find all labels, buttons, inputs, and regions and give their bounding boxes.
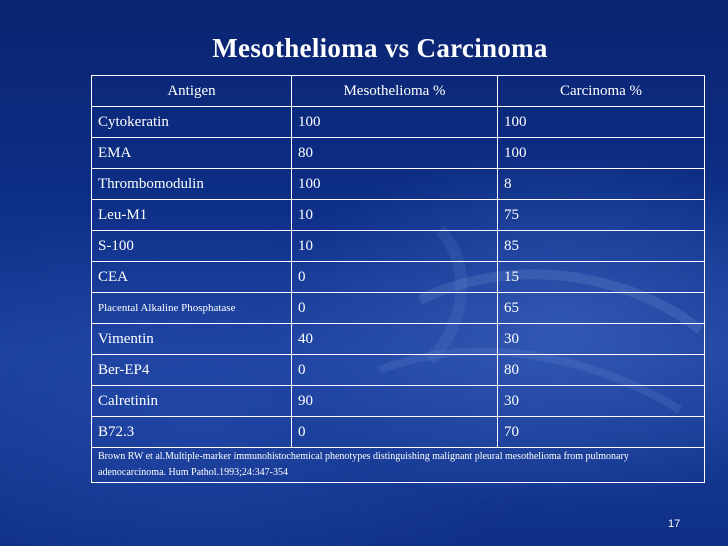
mesothelioma-cell: 10 <box>292 200 498 231</box>
table-row <box>92 231 705 262</box>
carcinoma-cell: 80 <box>498 355 705 386</box>
mesothelioma-cell: 90 <box>292 386 498 417</box>
table-row <box>92 200 705 231</box>
mesothelioma-cell: 40 <box>292 324 498 355</box>
reference-citation: Brown RW et al.Multiple-marker immunohistochemical phenotypes distinguishing malignant pleural mesothelioma from pulmonary adenocarcinoma. Hum Pathol.1993;24:347-354 <box>92 448 705 483</box>
antigen-cell: Vimentin <box>92 324 292 355</box>
antigen-cell: EMA <box>92 138 292 169</box>
mesothelioma-cell: 10 <box>292 231 498 262</box>
antigen-cell: Thrombomodulin <box>92 169 292 200</box>
carcinoma-cell: 100 <box>498 138 705 169</box>
table-row <box>92 262 705 293</box>
carcinoma-cell: 100 <box>498 107 705 138</box>
table-row <box>92 386 705 417</box>
header-mesothelioma: Mesothelioma % <box>292 76 498 107</box>
table-row <box>92 355 705 386</box>
mesothelioma-cell: 100 <box>292 107 498 138</box>
antigen-cell: Ber-EP4 <box>92 355 292 386</box>
header-carcinoma: Carcinoma % <box>498 76 705 107</box>
table-row <box>92 107 705 138</box>
page-number: 17 <box>668 518 681 530</box>
antigen-cell: Leu-M1 <box>92 200 292 231</box>
table-row <box>92 169 705 200</box>
mesothelioma-cell: 0 <box>292 293 498 324</box>
table-header-row <box>92 76 705 107</box>
header-antigen: Antigen <box>92 76 292 107</box>
carcinoma-cell: 8 <box>498 169 705 200</box>
antigen-cell: B72.3 <box>92 417 292 448</box>
slide-title: Mesothelioma vs Carcinoma <box>212 33 548 63</box>
table-row <box>92 324 705 355</box>
carcinoma-cell: 30 <box>498 386 705 417</box>
table-row <box>92 417 705 448</box>
table-row <box>92 138 705 169</box>
antigen-cell: Calretinin <box>92 386 292 417</box>
carcinoma-cell: 85 <box>498 231 705 262</box>
antigen-cell: Cytokeratin <box>92 107 292 138</box>
carcinoma-cell: 75 <box>498 200 705 231</box>
carcinoma-cell: 30 <box>498 324 705 355</box>
reference-row <box>92 448 705 483</box>
carcinoma-cell: 65 <box>498 293 705 324</box>
table-row <box>92 293 705 324</box>
antigen-cell: CEA <box>92 262 292 293</box>
mesothelioma-cell: 0 <box>292 262 498 293</box>
antigen-cell: S-100 <box>92 231 292 262</box>
antigen-cell: Placental Alkaline Phosphatase <box>92 293 292 324</box>
carcinoma-cell: 15 <box>498 262 705 293</box>
mesothelioma-cell: 0 <box>292 417 498 448</box>
mesothelioma-cell: 100 <box>292 169 498 200</box>
mesothelioma-cell: 0 <box>292 355 498 386</box>
carcinoma-cell: 70 <box>498 417 705 448</box>
antigen-table <box>91 75 705 483</box>
mesothelioma-cell: 80 <box>292 138 498 169</box>
